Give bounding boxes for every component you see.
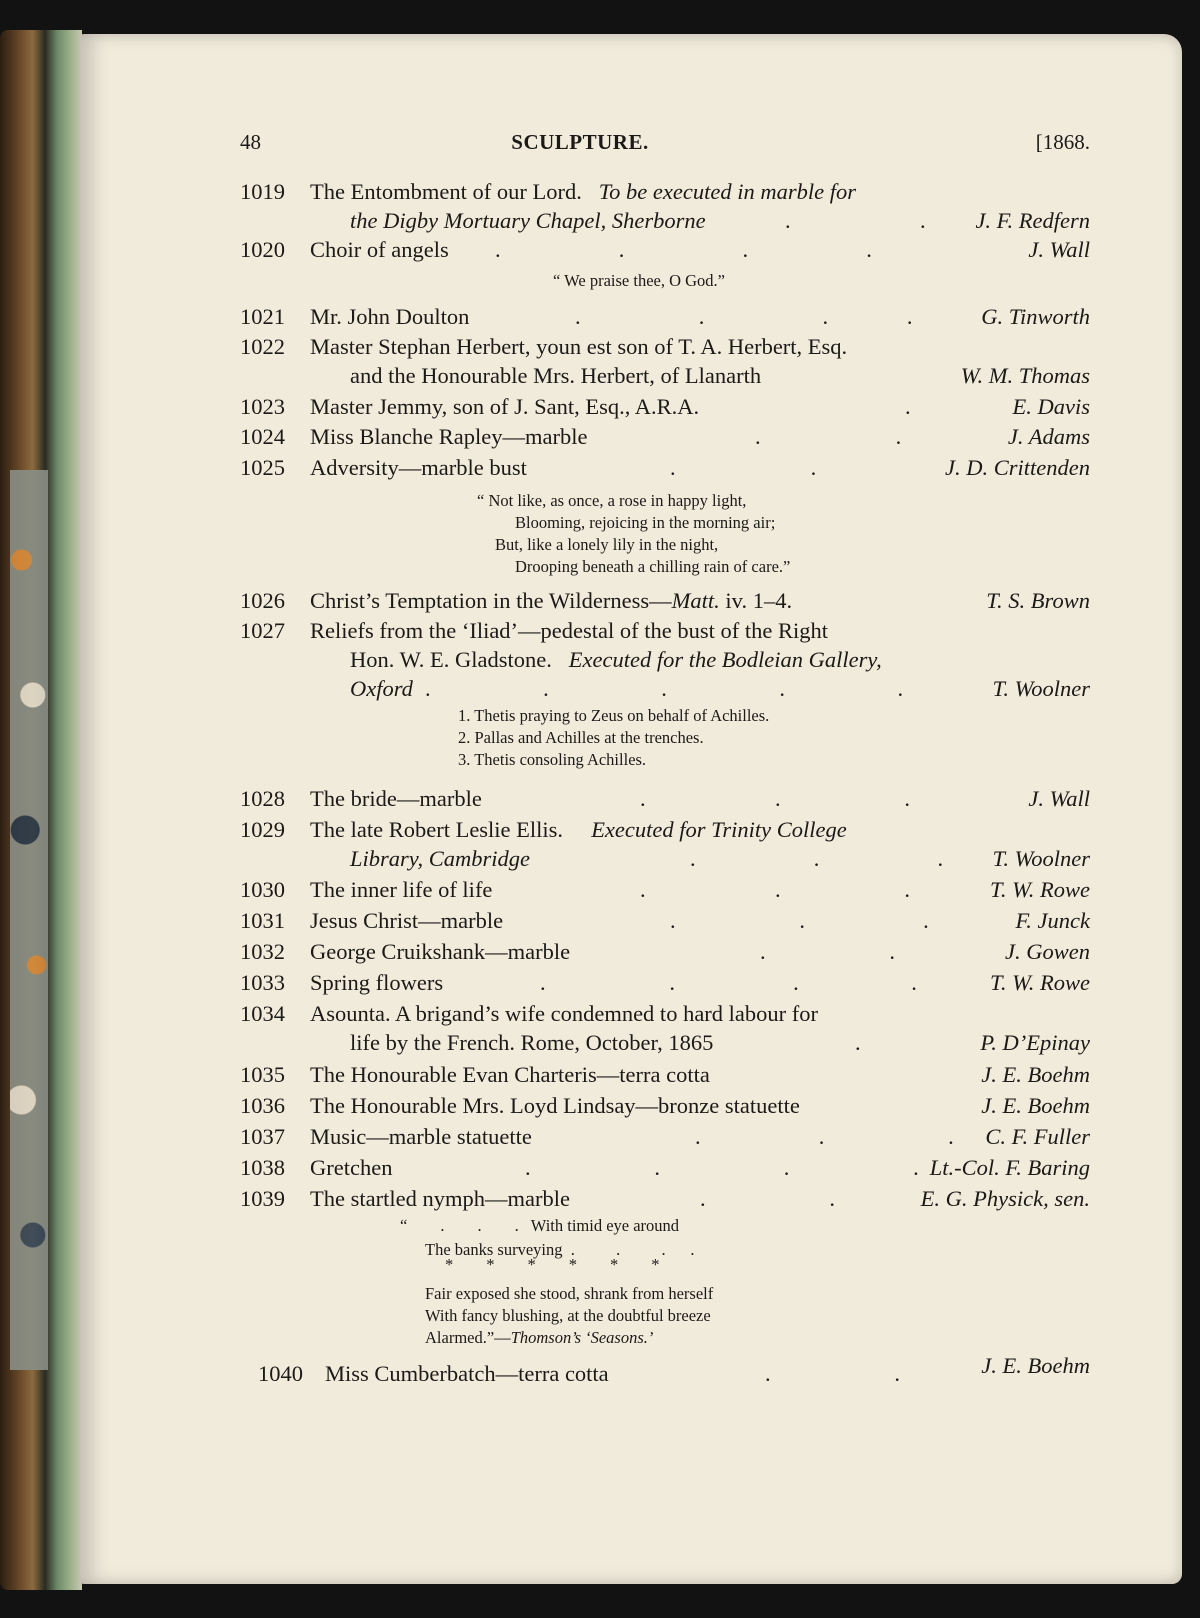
entry-number: 1029 [240,817,285,842]
entry-artist: Lt.-Col. F. Baring [929,1155,1090,1180]
entry-number: 1024 [240,424,285,449]
page-content: 48 SCULPTURE. [1868. 1019 The Entombment of our Lord. To be executed in marble for the Digby Mortuary Chapel, Sherborne . . J. F. Redfern 1020 Choir of angels . . . . J. Wall “ We praise thee, O God.” 1021 Mr. John Doulton . . . . G. Tinworth 1022 Master Stephan Herbert, youn est son of T. A. Herbert, Esq. and the Honourable Mrs. Herbert, of Llanarth W. M. Thomas 1023 Master Jemmy, son of J. Sant, Esq., A.R.A. . E. Davis 1024 Miss Blanche Rapley—marble . . J. Adams 1025 Adversity—marble bust . . J. D. Crittenden “ Not like, as once, a rose in happy light, Blooming, rejoicing in the morning air; But, like a lonely lily in the night, Drooping beneath a chilling rain of care.” 1026 Christ’s Temptation in the Wilderness—Matt. iv. 1–4. T. S. Brown 1027 Reliefs from the ‘Iliad’—pedestal of the bust of the Right Hon. W. E. Gladstone. Executed for the Bodleian Gallery, Oxford . . . . . T. Woolner 1. Thetis praying to Zeus on behalf of Achilles. 2. Pallas and Achilles at the trenches. 3. Thetis consoling Achilles. 1028 The bride—marble . . . J. Wall 1029 The late Robert Leslie Ellis. Executed for Trinity College Library, Cambridge . . . T. Woolner 1030 The inner life of life . . . T. W. Rowe 1031 Jesus Christ—marble . . . F. Junck 1032 George Cruikshank—marble . . J. Gowen 1033 Spring flowers . . . . T. W. Rowe 1034 Asounta. A brigand’s wife condemned to hard labour for life by the French. Rome, October, 1865 . P. D’Epinay 1035 The Honourable Evan Charteris—terra cotta J. E. Boehm 1036 The Honourable Mrs. Loyd Lindsay—bronze statuette J. E. Boehm 1037 Music—marble statuette . . . C. F. Fuller 1038 Gretchen . . . . Lt.-Col. F. Baring 1039 The startled nymph—marble . . E. G. Physick, sen. “ . . . With timid eye around The banks surveying . . . . * * * * * * Fair exposed she stood, shrank from herself With fancy blushing, at the doubtful breeze Alarmed.”—Thomson’s ‘Seasons.’ 1040 Miss Cumberbatch—terra cotta . . J. E. Boehm [0,0,1200,1618]
entry-quote-line: Drooping beneath a chilling rain of care.” [515,557,791,576]
entry-title: The Honourable Mrs. Loyd Lindsay—bronze statuette [310,1093,800,1118]
entry-title: Reliefs from the ‘Iliad’—pedestal of the bust of the Right [310,618,828,643]
poem-line: The banks surveying . . . . [425,1240,695,1259]
entry-number: 1034 [240,1001,285,1026]
entry-artist: J. Gowen [1005,939,1090,964]
entry-title-continued: and the Honourable Mrs. Herbert, of Llanarth [350,363,762,388]
entry-title: The Entombment of our Lord. To be executed in marble for [310,179,856,204]
entry-number: 1022 [240,334,285,359]
entry-artist: J. F. Redfern [975,208,1090,233]
entry-title-continued: the Digby Mortuary Chapel, Sherborne [350,208,706,233]
entry-title: Music—marble statuette [310,1124,532,1149]
entry-quote-line: “ Not like, as once, a rose in happy light, [477,491,747,510]
entry-title: Miss Blanche Rapley—marble [310,424,588,449]
entry-artist: E. Davis [1012,394,1090,419]
entry-title: Choir of angels [310,237,449,262]
running-header [240,130,1090,160]
entry-artist: T. S. Brown [986,588,1090,613]
entry-list-item: 2. Pallas and Achilles at the trenches. [458,728,704,747]
entry-title: Jesus Christ—marble [310,908,504,933]
poem-line: With fancy blushing, at the doubtful breeze [425,1306,711,1325]
entry-artist: J. Wall [1028,237,1090,262]
entry-number: 1032 [240,939,285,964]
entry-artist: J. D. Crittenden [945,455,1090,480]
entry-number: 1037 [240,1124,285,1149]
entry-number: 1033 [240,970,285,995]
entry-artist: C. F. Fuller [985,1124,1090,1149]
entry-title: The late Robert Leslie Ellis. Executed for Trinity College [310,817,847,842]
entry-artist: J. E. Boehm [981,1093,1090,1118]
entry-title: The inner life of life [310,877,493,902]
entry-list-item: 1. Thetis praying to Zeus on behalf of Achilles. [458,706,770,725]
entry-title: George Cruikshank—marble [310,939,571,964]
entry-title: Adversity—marble bust [310,455,527,480]
entry-number: 1019 [240,179,285,204]
entry-list-item: 3. Thetis consoling Achilles. [458,750,647,769]
entry-number: 1035 [240,1062,285,1087]
entry-title: The Honourable Evan Charteris—terra cotta [310,1062,710,1087]
section-title: SCULPTURE. [511,130,649,154]
entry-quote: “ We praise thee, O God.” [553,271,726,290]
entry-artist: J. E. Boehm [981,1353,1090,1378]
entry-artist: W. M. Thomas [960,363,1090,388]
entry-number: 1030 [240,877,285,902]
entry-artist: T. W. Rowe [989,970,1090,995]
entry-number: 1036 [240,1093,285,1118]
entry-title: Mr. John Doulton [310,304,470,329]
poem-line: Fair exposed she stood, shrank from herself [425,1284,714,1303]
poem-ellipsis-stars: * * * * * * [445,1255,660,1274]
entry-title: Miss Cumberbatch—terra cotta [325,1361,609,1386]
entry-title: The bride—marble [310,786,482,811]
entry-title-continued: Library, Cambridge [350,846,531,871]
entry-number: 1026 [240,588,285,613]
entry-artist: G. Tinworth [981,304,1090,329]
entry-title-continued: life by the French. Rome, October, 1865 [350,1030,714,1055]
entry-title: Gretchen [310,1155,393,1180]
poem-line: “ . . . With timid eye around [400,1216,680,1235]
entry-number: 1040 [258,1361,303,1386]
entry-number: 1023 [240,394,285,419]
entry-artist: T. W. Rowe [989,877,1090,902]
entry-quote-line: But, like a lonely lily in the night, [495,535,719,554]
entry-number: 1027 [240,618,285,643]
entry-title: Master Jemmy, son of J. Sant, Esq., A.R.A. [310,394,700,419]
entry-artist: J. E. Boehm [981,1062,1090,1087]
entry-title-continued: Hon. W. E. Gladstone. Executed for the Bodleian Gallery, [350,647,882,672]
entry-title: Spring flowers [310,970,444,995]
entry-number: 1028 [240,786,285,811]
entry-title: Asounta. A brigand’s wife condemned to hard labour for [310,1001,819,1026]
entry-artist: F. Junck [1015,908,1090,933]
entry-artist: T. Woolner [992,846,1090,871]
entry-artist: P. D’Epinay [980,1030,1090,1055]
entry-number: 1031 [240,908,285,933]
entry-artist: J. Adams [1007,424,1090,449]
entry-artist: E. G. Physick, sen. [920,1186,1090,1211]
entry-title: Christ’s Temptation in the Wilderness—Matt. iv. 1–4. [310,588,793,613]
entry-number: 1021 [240,304,285,329]
entry-title: Master Stephan Herbert, youn est son of T. A. Herbert, Esq. [310,334,848,359]
page-number: 48 [240,130,261,154]
entry-title: The startled nymph—marble [310,1186,570,1211]
entry-number: 1039 [240,1186,285,1211]
entry-number: 1038 [240,1155,285,1180]
entry-title-continued-2: Oxford [350,676,413,701]
entry-number: 1020 [240,237,285,262]
entry-artist: T. Woolner [992,676,1090,701]
year: [1868. [1035,130,1090,154]
entry-number: 1025 [240,455,285,480]
entry-quote-line: Blooming, rejoicing in the morning air; [515,513,776,532]
entry-artist: J. Wall [1028,786,1090,811]
poem-line: Alarmed.”—Thomson’s ‘Seasons.’ [425,1328,654,1347]
